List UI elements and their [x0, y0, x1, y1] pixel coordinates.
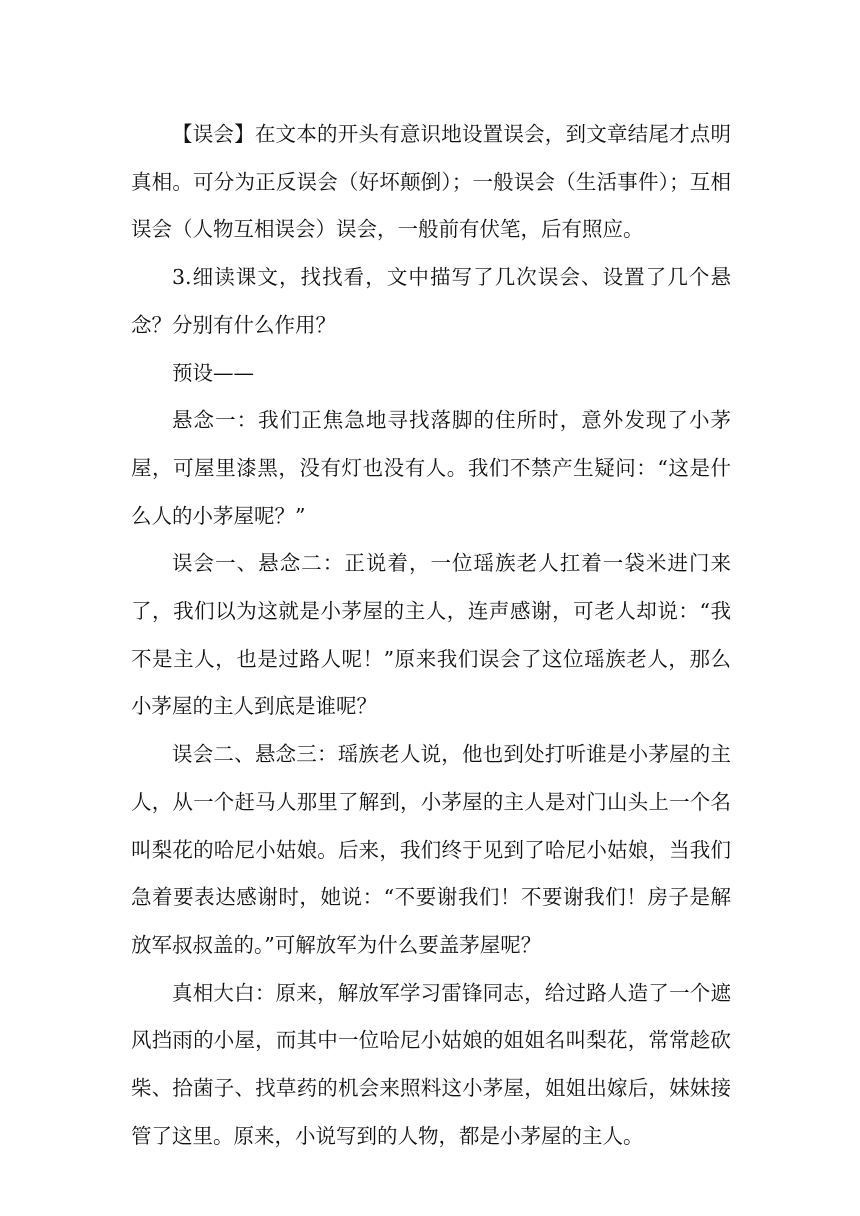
paragraph-suspense-1: 悬念一：我们正焦急地寻找落脚的住所时，意外发现了小茅屋，可屋里漆黑，没有灯也没有人。我们不禁产生疑问：“这是什么人的小茅屋呢？” — [131, 408, 731, 528]
paragraph-question-3: 3.细读课文，找找看，文中描写了几次误会、设置了几个悬念？分别有什么作用？ — [131, 265, 731, 337]
paragraph-misunderstanding-2: 误会二、悬念三：瑶族老人说，他也到处打听谁是小茅屋的主人，从一个赶马人那里了解到，小茅屋的主人是对门山头上一个名叫梨花的哈尼小姑娘。后来，我们终于见到了哈尼小姑娘，当我们急着要表达感谢时，她说：“不要谢我们！不要谢我们！房子是解放军叔叔盖的。”可解放军为什么要盖茅屋呢？ — [131, 742, 731, 957]
paragraph-truth-revealed: 真相大白：原来，解放军学习雷锋同志，给过路人造了一个遮风挡雨的小屋，而其中一位哈尼小姑娘的姐姐名叫梨花，常常趁砍柴、拾菌子、找草药的机会来照料这小茅屋，姐姐出嫁后，妹妹接管了这里。原来，小说写到的人物，都是小茅屋的主人。 — [131, 980, 731, 1148]
paragraph-misunderstanding-definition: 【误会】在文本的开头有意识地设置误会，到文章结尾才点明真相。可分为正反误会（好坏颠倒）；一般误会（生活事件）；互相误会（人物互相误会）误会，一般前有伏笔，后有照应。 — [131, 122, 731, 242]
paragraph-preset: 预设—— — [172, 360, 254, 385]
paragraph-misunderstanding-1: 误会一、悬念二：正说着，一位瑶族老人扛着一袋米进门来了，我们以为这就是小茅屋的主人，连声感谢，可老人却说：“我不是主人，也是过路人呢！”原来我们误会了这位瑶族老人，那么小茅屋的主人到底是谁呢？ — [131, 551, 731, 719]
document-body — [131, 111, 731, 1160]
